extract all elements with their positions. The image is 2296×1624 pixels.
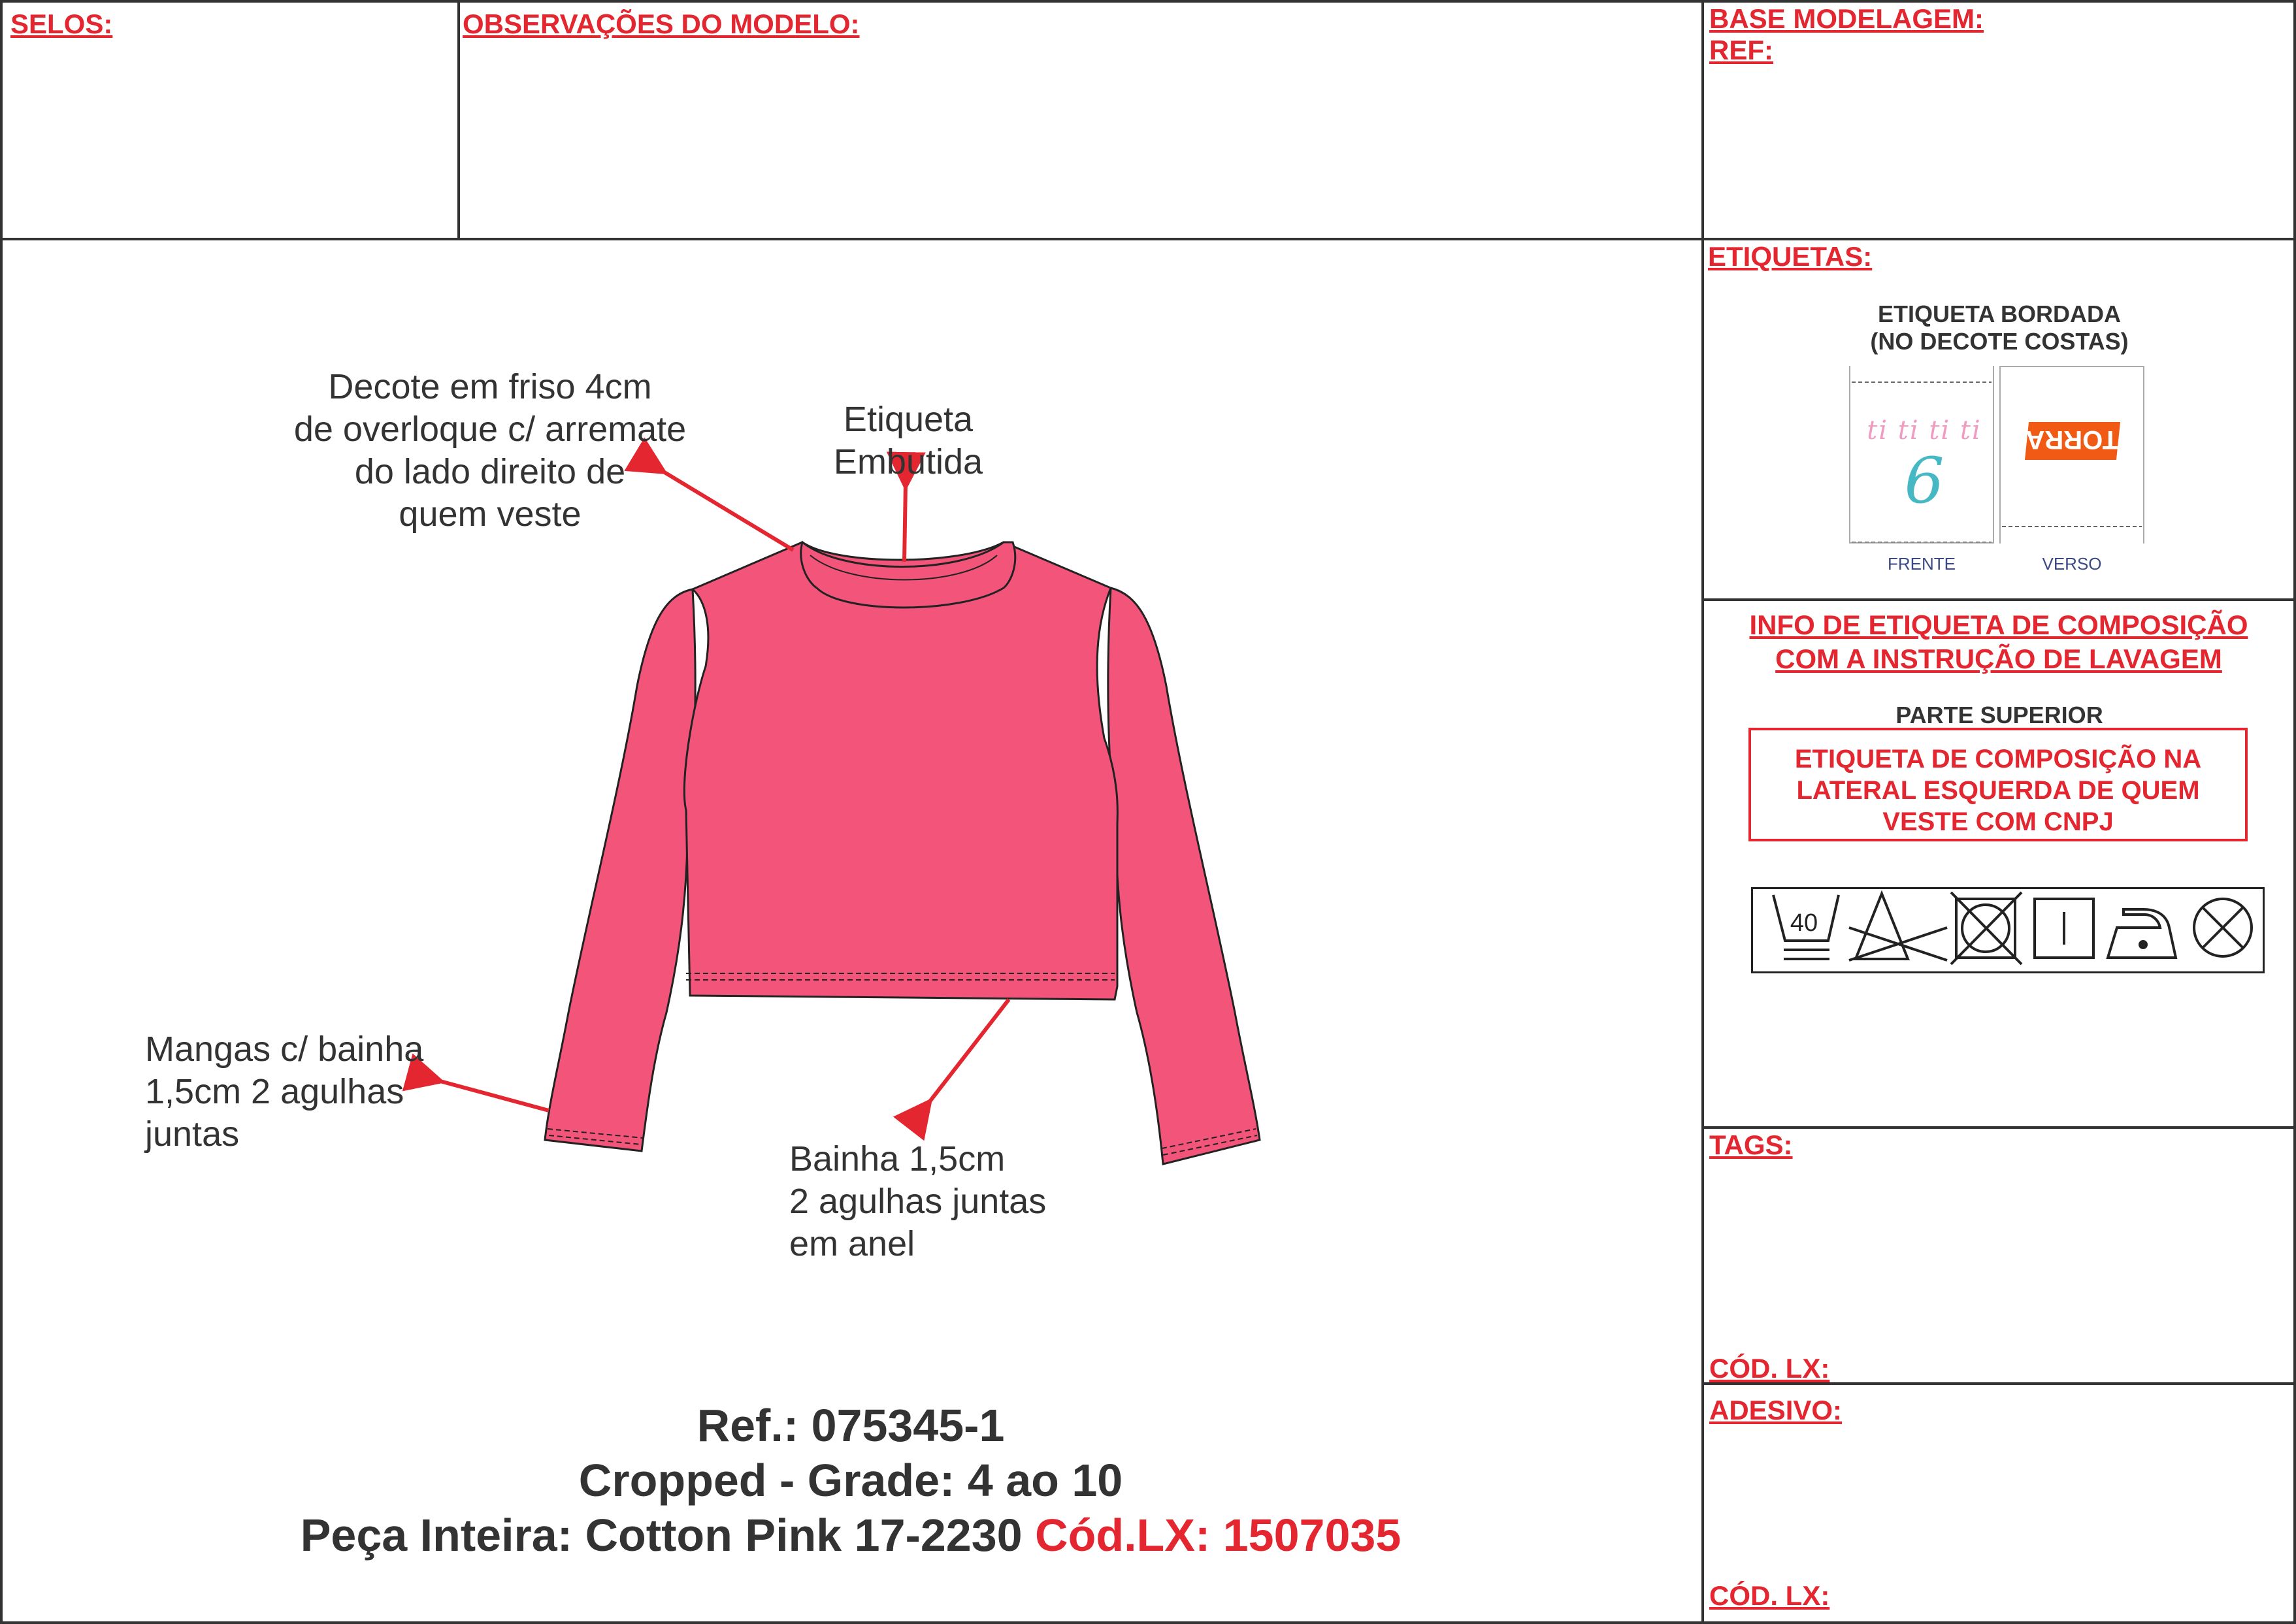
- footer-peca: Peça Inteira: Cotton Pink 17-2230: [300, 1510, 1023, 1561]
- bainha-line3: em anel: [789, 1224, 915, 1263]
- tags-cod-lx-label: CÓD. LX:: [1709, 1353, 1830, 1384]
- etiqueta-line1: Etiqueta: [843, 400, 974, 439]
- etiquetas-label: ETIQUETAS:: [1708, 241, 1873, 272]
- footer-peca-line: [0, 1509, 1701, 1561]
- no-bleach-icon: [1849, 894, 1947, 960]
- no-dry-clean-icon: [2194, 899, 2252, 956]
- etiqueta-note: [778, 398, 1039, 483]
- decote-line1: Decote em friso 4cm: [328, 367, 652, 406]
- right-sleeve: [1108, 588, 1260, 1164]
- decote-line4: quem veste: [399, 495, 582, 534]
- parte-superior: PARTE SUPERIOR: [1895, 702, 2103, 728]
- base-modelagem-label: BASE MODELAGEM:: [1709, 3, 1984, 34]
- decote-line2: de overloque c/ arremate: [293, 410, 687, 449]
- etiqueta-bordada-line1: ETIQUETA BORDADA: [1878, 300, 2121, 327]
- ref-label: REF:: [1709, 35, 1773, 65]
- line-dry-icon: [2035, 899, 2093, 958]
- tags-label: TAGS:: [1709, 1129, 1793, 1160]
- no-tumble-dry-icon: [1951, 892, 2022, 964]
- etiqueta-line2: Embutida: [833, 442, 983, 481]
- left-sleeve: [545, 589, 695, 1151]
- footer-ref: Ref.: 075345-1: [697, 1400, 1005, 1451]
- footer-grade: Cropped - Grade: 4 ao 10: [578, 1455, 1123, 1506]
- size-number: 6: [1904, 444, 1944, 517]
- brand-text: ti ti ti ti: [1867, 415, 1982, 446]
- selos-label: SELOS:: [10, 8, 113, 39]
- verso-caption: VERSO: [2042, 554, 2102, 574]
- info-etiqueta-line2: COM A INSTRUÇÃO DE LAVAGEM: [1775, 643, 2222, 674]
- adesivo-cod-lx-label: CÓD. LX:: [1709, 1580, 1830, 1611]
- composicao-line3: VESTE COM CNPJ: [1882, 807, 2114, 836]
- logo-text: TORRA: [2025, 425, 2118, 454]
- mangas-line3: juntas: [145, 1114, 240, 1154]
- frente-caption: FRENTE: [1888, 554, 1956, 574]
- bainha-line2: 2 agulhas juntas: [789, 1182, 1047, 1221]
- mangas-note: [145, 1028, 472, 1156]
- wash-40-icon: [1773, 895, 1839, 959]
- bainha-line1: Bainha 1,5cm: [789, 1139, 1006, 1178]
- footer-cod-lx: Cód.LX: 1507035: [1035, 1510, 1402, 1561]
- etiqueta-bordada-line2: (NO DECOTE COSTAS): [1870, 328, 2129, 355]
- wash-temp-text: 40: [1790, 909, 1818, 937]
- composicao-line2: LATERAL ESQUERDA DE QUEM: [1796, 776, 2200, 805]
- iron-icon: [2108, 909, 2176, 958]
- bainha-note: [789, 1138, 1116, 1265]
- decote-note: [261, 366, 719, 536]
- garment-body: [684, 542, 1117, 999]
- observacoes-label: OBSERVAÇÕES DO MODELO:: [463, 8, 860, 39]
- decote-line3: do lado direito de: [354, 452, 626, 491]
- mangas-line2: 1,5cm 2 agulhas: [145, 1072, 404, 1111]
- arrow-bainha: [928, 999, 1009, 1104]
- arrow-etiqueta: [904, 483, 906, 562]
- info-etiqueta-line1: INFO DE ETIQUETA DE COMPOSIÇÃO: [1749, 609, 2248, 640]
- composicao-line1: ETIQUETA DE COMPOSIÇÃO NA: [1794, 745, 2202, 773]
- mangas-line1: Mangas c/ bainha: [145, 1030, 424, 1069]
- adesivo-label: ADESIVO:: [1709, 1395, 1843, 1425]
